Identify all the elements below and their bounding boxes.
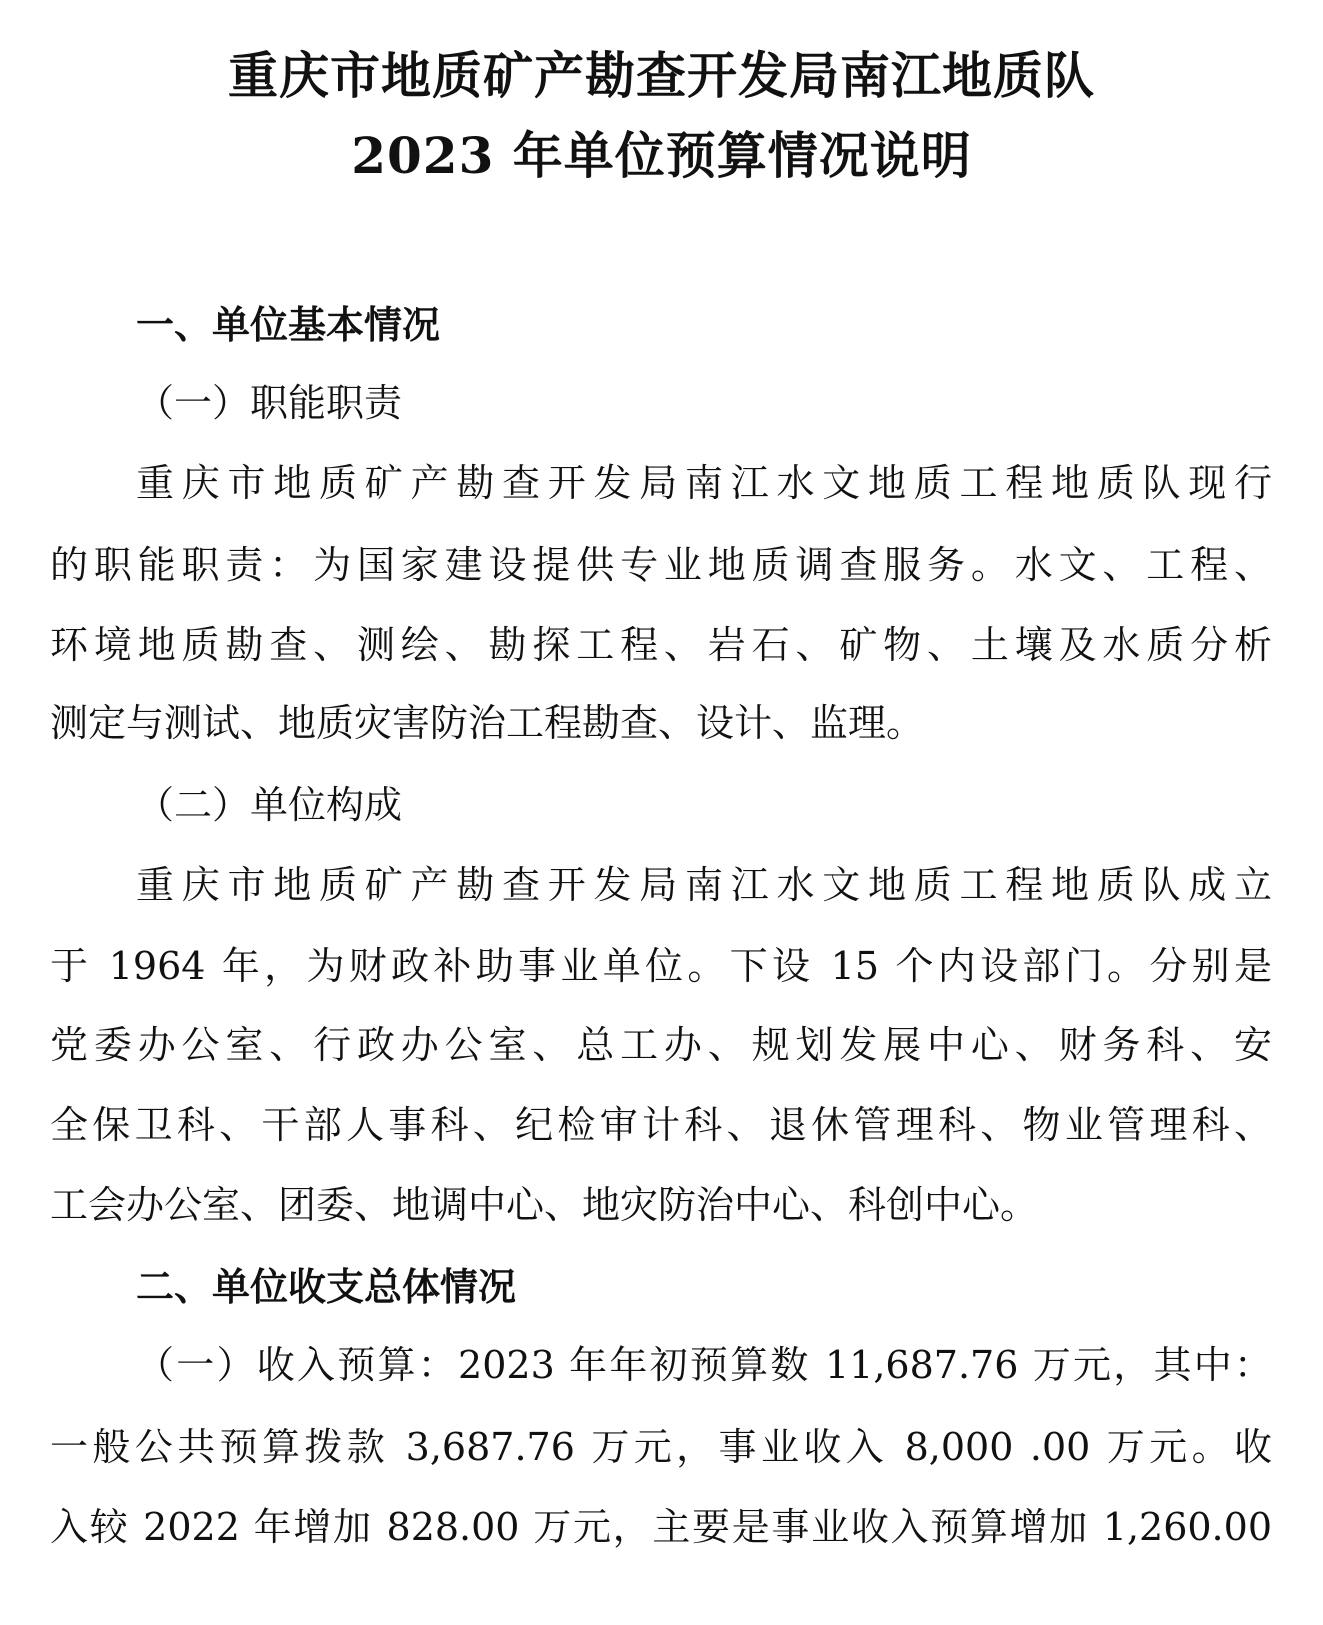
paragraph-line: 测定与测试、地质灾害防治工程勘查、设计、监理。 — [50, 701, 925, 745]
document-title-line-1: 重庆市地质矿产勘查开发局南江地质队 — [228, 46, 1095, 105]
paragraph-line: 全保卫科、干部人事科、纪检审计科、退休管理科、物业管理科、 — [50, 1103, 1272, 1147]
section-1-sub-1-heading: （一）职能职责 — [136, 381, 403, 425]
paragraph-line: 环境地质勘查、测绘、勘探工程、岩石、矿物、土壤及水质分析 — [50, 623, 1272, 667]
paragraph-line: 于 1964 年，为财政补助事业单位。下设 15 个内设部门。分别是 — [50, 944, 1272, 988]
paragraph-line: 党委办公室、行政办公室、总工办、规划发展中心、财务科、安 — [50, 1023, 1272, 1067]
paragraph-line: 工会办公室、团委、地调中心、地灾防治中心、科创中心。 — [50, 1183, 1039, 1227]
document-title-line-2: 2023 年单位预算情况说明 — [351, 126, 972, 185]
section-1-heading: 一、单位基本情况 — [136, 302, 441, 347]
paragraph-line: 的职能职责：为国家建设提供专业地质调查服务。水文、工程、 — [50, 543, 1272, 587]
paragraph-line: 重庆市地质矿产勘查开发局南江水文地质工程地质队现行 — [136, 461, 1272, 505]
paragraph-line: 入较 2022 年增加 828.00 万元，主要是事业收入预算增加 1,260.00 — [50, 1505, 1272, 1549]
paragraph-line: 重庆市地质矿产勘查开发局南江水文地质工程地质队成立 — [136, 863, 1272, 907]
section-2-heading: 二、单位收支总体情况 — [136, 1264, 517, 1309]
paragraph-line: （一）收入预算：2023 年年初预算数 11,687.76 万元，其中： — [136, 1343, 1272, 1387]
paragraph-line: 一般公共预算拨款 3,687.76 万元，事业收入 8,000 .00 万元。收 — [50, 1425, 1272, 1469]
section-1-sub-2-heading: （二）单位构成 — [136, 783, 403, 827]
